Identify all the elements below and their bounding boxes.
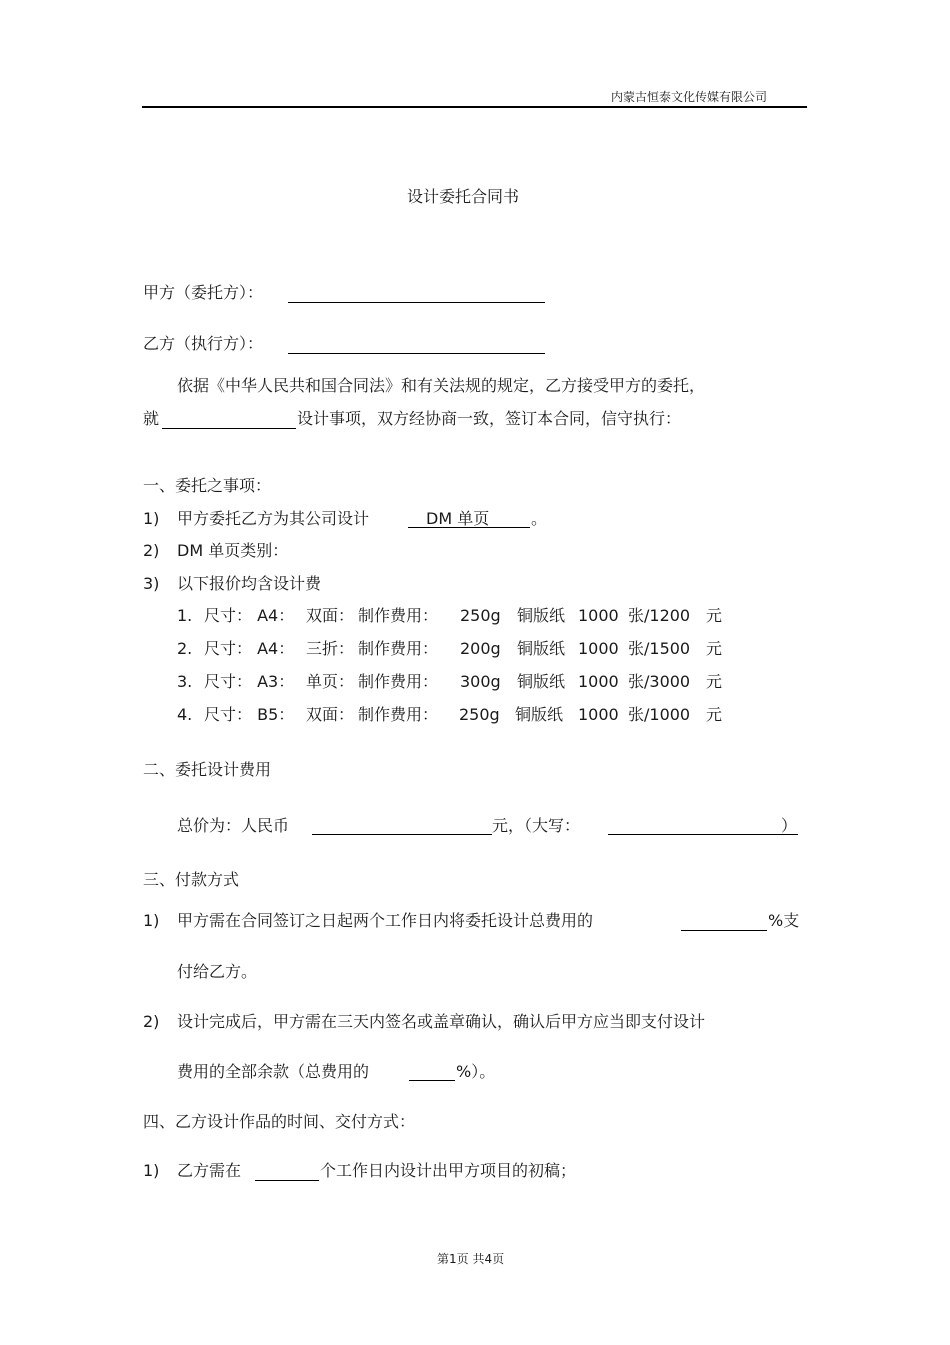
section3-item2-cont-suffix: %）。	[456, 1062, 496, 1081]
party-a-line	[143, 283, 263, 303]
design-matter-blank[interactable]	[162, 428, 296, 429]
section4-item1-suffix: 个工作日内设计出甲方项目的初稿；	[320, 1161, 577, 1180]
draft-days-blank[interactable]	[255, 1180, 319, 1181]
preamble-line2-suffix: 设计事项，双方经协商一致，签订本合同，信守执行：	[297, 409, 682, 428]
section3-item1-text: 甲方需在合同签订之日起两个工作日内将委托设计总费用的	[177, 911, 594, 930]
party-a-label: 甲方（委托方）：	[143, 283, 264, 302]
total-amount-blank[interactable]	[312, 834, 492, 835]
preamble-line2-prefix: 就	[143, 409, 160, 428]
section1-item2-text: DM 单页类别：	[177, 541, 289, 560]
document-title: 设计委托合同书	[407, 187, 520, 206]
advance-percent-blank[interactable]	[681, 930, 767, 931]
section4-item1-num: 1)	[143, 1161, 160, 1180]
section3-item2-num: 2)	[143, 1012, 160, 1031]
section4-heading: 四、乙方设计作品的时间、交付方式：	[143, 1112, 416, 1131]
total-yuan-label: 元，（大写：	[492, 816, 581, 835]
section1-heading: 一、委托之事项：	[143, 476, 272, 495]
total-label: 总价为：人民币	[177, 816, 290, 835]
section3-item2-cont-prefix: 费用的全部余款（总费用的	[177, 1062, 370, 1081]
section3-item2-text: 设计完成后，甲方需在三天内签名或盖章确认，确认后甲方应当即支付设计	[177, 1012, 706, 1031]
section2-heading: 二、委托设计费用	[143, 760, 272, 779]
section1-item1-num: 1)	[143, 509, 160, 528]
section3-item1-pct: %支	[768, 911, 800, 930]
balance-percent-blank[interactable]	[409, 1080, 455, 1081]
section3-item1-num: 1)	[143, 911, 160, 930]
page-number: 第1页 共4页	[437, 1252, 505, 1266]
section1-item1-end: 。	[531, 509, 548, 528]
preamble-line1: 依据《中华人民共和国合同法》和有关法规的规定，乙方接受甲方的委托，	[177, 376, 706, 395]
section1-item3-text: 以下报价均含设计费	[177, 574, 322, 593]
party-b-blank[interactable]	[288, 353, 545, 354]
section3-heading: 三、付款方式	[143, 870, 240, 889]
party-b-line	[143, 334, 263, 354]
section1-item2-num: 2)	[143, 541, 160, 560]
section3-item1-cont: 付给乙方。	[177, 962, 258, 981]
section4-item1-prefix: 乙方需在	[177, 1161, 242, 1180]
total-close: ）	[781, 816, 798, 835]
section1-item3-num: 3)	[143, 574, 160, 593]
party-b-label: 乙方（执行方）：	[143, 334, 264, 353]
header-company: 内蒙古恒泰文化传媒有限公司	[611, 90, 768, 104]
design-item-value: DM 单页	[408, 509, 530, 528]
header-rule	[142, 106, 807, 108]
section1-item1-text: 甲方委托乙方为其公司设计	[177, 509, 370, 528]
party-a-blank[interactable]	[288, 302, 545, 303]
total-capital-blank[interactable]	[608, 834, 798, 835]
